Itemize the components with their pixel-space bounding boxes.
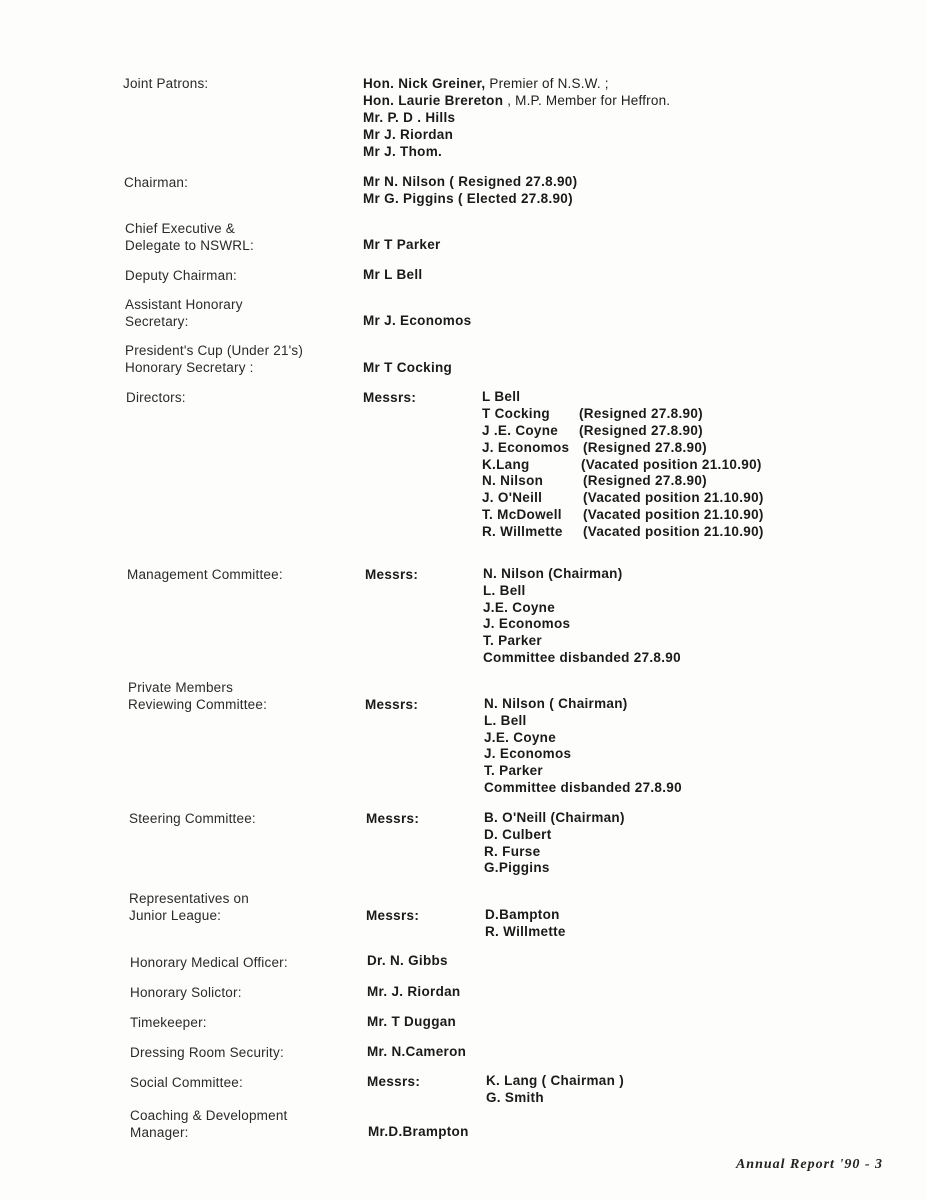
management-committee-prefix: Messrs: — [365, 567, 419, 582]
steering-committee-member: D. Culbert — [484, 827, 552, 842]
director-name: T Cocking — [482, 406, 550, 421]
private-members-prefix: Messrs: — [365, 697, 419, 712]
director-name: K.Lang — [482, 457, 530, 472]
chief-executive-label: Chief Executive & — [125, 221, 235, 236]
social-committee-member: G. Smith — [486, 1090, 544, 1105]
dressing-room-label: Dressing Room Security: — [130, 1045, 284, 1060]
management-committee-label: Management Committee: — [127, 567, 283, 582]
management-committee-member: Committee disbanded 27.8.90 — [483, 650, 681, 665]
private-members-member: J. Economos — [484, 746, 572, 761]
director-name: J. Economos — [482, 440, 570, 455]
social-committee-member: K. Lang ( Chairman ) — [486, 1073, 625, 1088]
management-committee-member: J.E. Coyne — [483, 600, 556, 615]
social-committee-label: Social Committee: — [130, 1075, 243, 1090]
junior-league-label: Junior League: — [129, 908, 222, 923]
assistant-secretary-label: Secretary: — [125, 314, 189, 329]
joint-patron-line: Mr J. Riordan — [363, 127, 454, 142]
chairman-line: Mr G. Piggins ( Elected 27.8.90) — [363, 191, 573, 206]
director-note: (Resigned 27.8.90) — [579, 406, 703, 421]
steering-committee-label: Steering Committee: — [129, 811, 256, 826]
joint-patrons-label: Joint Patrons: — [123, 76, 209, 91]
dressing-room-value: Mr. N.Cameron — [367, 1044, 467, 1059]
director-note: (Vacated position 21.10.90) — [583, 524, 764, 539]
junior-league-prefix: Messrs: — [366, 908, 420, 923]
junior-league-member: D.Bampton — [485, 907, 560, 922]
medical-officer-value: Dr. N. Gibbs — [367, 953, 448, 968]
director-name: N. Nilson — [482, 473, 544, 488]
directors-label: Directors: — [126, 390, 186, 405]
steering-committee-member: B. O'Neill (Chairman) — [484, 810, 625, 825]
director-name: R. Willmette — [482, 524, 563, 539]
assistant-secretary-label: Assistant Honorary — [125, 297, 243, 312]
steering-committee-prefix: Messrs: — [366, 811, 420, 826]
presidents-cup-label: President's Cup (Under 21's) — [125, 343, 304, 358]
chairman-label: Chairman: — [124, 175, 189, 190]
private-members-label: Private Members — [128, 680, 234, 695]
assistant-secretary-value: Mr J. Economos — [363, 313, 472, 328]
medical-officer-label: Honorary Medical Officer: — [130, 955, 288, 970]
director-note: (Resigned 27.8.90) — [583, 440, 707, 455]
junior-league-member: R. Willmette — [485, 924, 566, 939]
coaching-value: Mr.D.Brampton — [368, 1124, 469, 1139]
presidents-cup-value: Mr T Cocking — [363, 360, 453, 375]
private-members-member: J.E. Coyne — [484, 730, 557, 745]
director-note: (Vacated position 21.10.90) — [583, 490, 764, 505]
page-footer: Annual Report '90 - 3 — [735, 1157, 883, 1172]
director-note: (Vacated position 21.10.90) — [583, 507, 764, 522]
director-note: (Vacated position 21.10.90) — [581, 457, 762, 472]
private-members-member: T. Parker — [484, 763, 543, 778]
director-name: L Bell — [482, 389, 521, 404]
social-committee-prefix: Messrs: — [367, 1074, 421, 1089]
private-members-member: N. Nilson ( Chairman) — [484, 696, 628, 711]
chairman-line: Mr N. Nilson ( Resigned 27.8.90) — [363, 174, 578, 189]
director-name: J .E. Coyne — [482, 423, 559, 438]
joint-patron-line: Hon. Nick Greiner, Premier of N.S.W. ; — [363, 76, 609, 91]
management-committee-member: N. Nilson (Chairman) — [483, 566, 623, 581]
joint-patron-line: Mr J. Thom. — [363, 144, 443, 159]
timekeeper-label: Timekeeper: — [130, 1015, 207, 1030]
director-note: (Resigned 27.8.90) — [579, 423, 703, 438]
directors-prefix: Messrs: — [363, 390, 417, 405]
steering-committee-member: G.Piggins — [484, 860, 550, 875]
deputy-chairman-label: Deputy Chairman: — [125, 268, 237, 283]
coaching-label: Manager: — [130, 1125, 189, 1140]
private-members-member: Committee disbanded 27.8.90 — [484, 780, 682, 795]
deputy-chairman-value: Mr L Bell — [363, 267, 423, 282]
management-committee-member: L. Bell — [483, 583, 526, 598]
timekeeper-value: Mr. T Duggan — [367, 1014, 457, 1029]
chief-executive-label: Delegate to NSWRL: — [125, 238, 254, 253]
director-name: J. O'Neill — [482, 490, 543, 505]
private-members-label: Reviewing Committee: — [128, 697, 268, 712]
director-name: T. McDowell — [482, 507, 562, 522]
solicitor-label: Honorary Solictor: — [130, 985, 242, 1000]
junior-league-label: Representatives on — [129, 891, 249, 906]
coaching-label: Coaching & Development — [130, 1108, 288, 1123]
management-committee-member: J. Economos — [483, 616, 571, 631]
private-members-member: L. Bell — [484, 713, 527, 728]
solicitor-value: Mr. J. Riordan — [367, 984, 461, 999]
chief-executive-value: Mr T Parker — [363, 237, 441, 252]
joint-patron-line: Mr. P. D . Hills — [363, 110, 456, 125]
management-committee-member: T. Parker — [483, 633, 542, 648]
joint-patron-line: Hon. Laurie Brereton , M.P. Member for Heffron. — [363, 93, 671, 108]
steering-committee-member: R. Furse — [484, 844, 541, 859]
director-note: (Resigned 27.8.90) — [583, 473, 707, 488]
presidents-cup-label: Honorary Secretary : — [125, 360, 254, 375]
